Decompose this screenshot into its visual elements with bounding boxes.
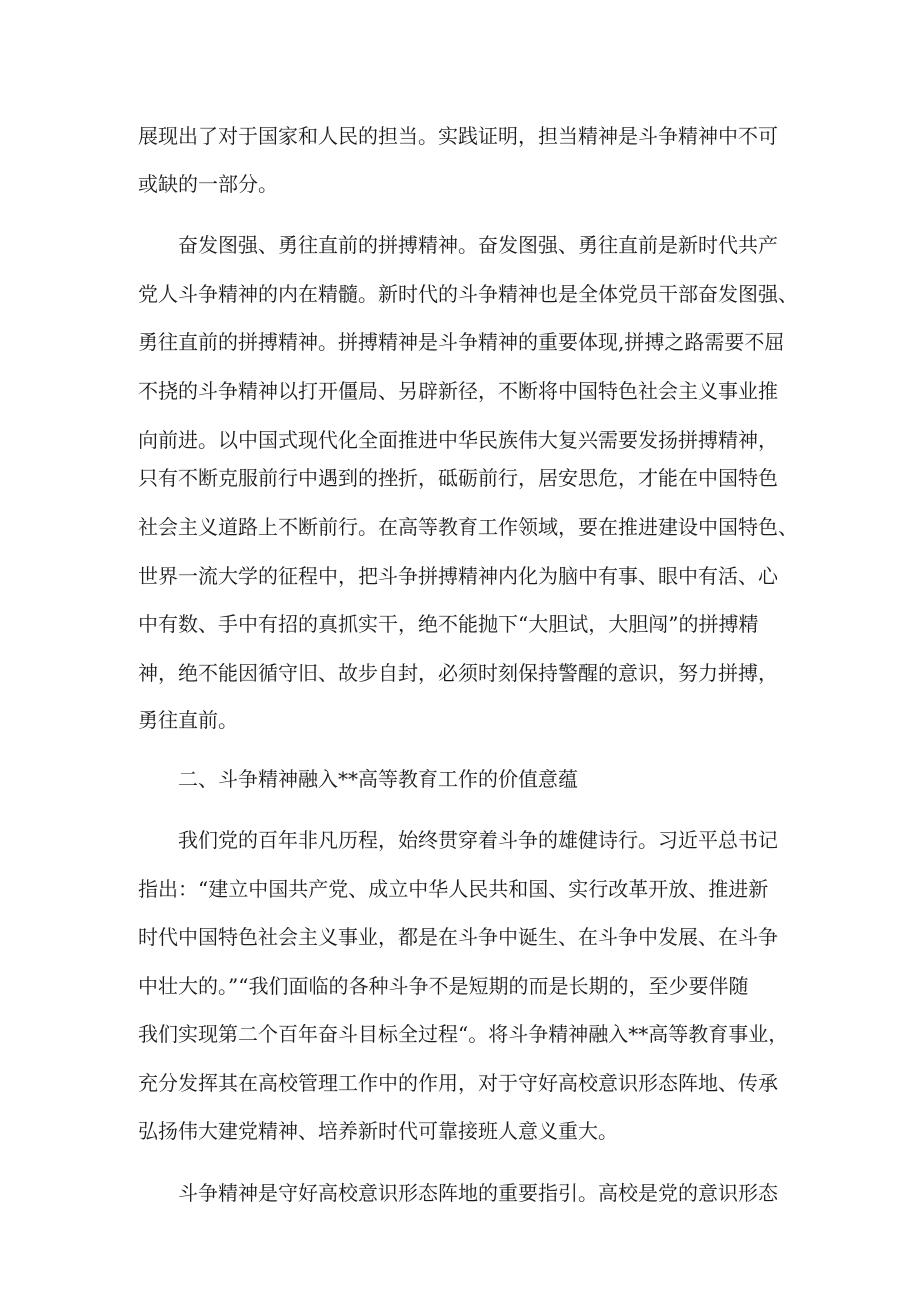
text-line: 弘扬伟大建党精神、培养新时代可靠接班人意义重大。 <box>138 1119 618 1143</box>
text-line: 时代中国特色社会主义事业，都是在斗争中诞生、在斗争中发展、在斗争 <box>138 925 778 949</box>
text-line: 充分发挥其在高校管理工作中的作用，对于守好高校意识形态阵地、传承 <box>138 1071 778 1095</box>
text-line: 党人斗争精神的内在精髓。新时代的斗争精神也是全体党员干部奋发图强、 <box>138 282 798 306</box>
text-line: 世界一流大学的征程中，把斗争拼搏精神内化为脑中有事、眼中有活、心 <box>138 564 778 588</box>
text-line: 神，绝不能因循守旧、故步自封，必须时刻保持警醒的意识，努力拼搏， <box>138 661 778 685</box>
text-line: 我们实现第二个百年奋斗目标全过程“。将斗争精神融入**高等教育事业， <box>138 1022 789 1046</box>
text-line: 社会主义道路上不断前行。在高等教育工作领域，要在推进建设中国特色、 <box>138 515 798 539</box>
text-line: 向前进。以中国式现代化全面推进中华民族伟大复兴需要发扬拼搏精神， <box>138 428 778 452</box>
text-line: 奋发图强、勇往直前的拼搏精神。奋发图强、勇往直前是新时代共产 <box>178 233 778 257</box>
text-line: 中有数、手中有招的真抓实干，绝不能抛下“大胆试，大胆闯”的拼搏精 <box>138 612 759 636</box>
text-line: 只有不断克服前行中遇到的挫折，砥砺前行，居安思危，才能在中国特色 <box>138 466 778 490</box>
text-line: 斗争精神是守好高校意识形态阵地的重要指引。高校是党的意识形态 <box>178 1181 778 1205</box>
text-line: 我们党的百年非凡历程，始终贯穿着斗争的雄健诗行。习近平总书记 <box>178 828 778 852</box>
text-line: 中壮大的。”“我们面临的各种斗争不是短期的而是长期的，至少要伴随 <box>138 974 749 998</box>
text-line: 勇往直前。 <box>138 708 238 732</box>
text-line: 勇往直前的拼搏精神。拼搏精神是斗争精神的重要体现,拼搏之路需要不屈 <box>138 330 785 354</box>
text-line: 不挠的斗争精神以打开僵局、另辟新径，不断将中国特色社会主义事业推 <box>138 379 778 403</box>
text-line: 展现出了对于国家和人民的担当。实践证明，担当精神是斗争精神中不可 <box>138 124 778 148</box>
text-line: 指出：“建立中国共产党、成立中华人民共和国、实行改革开放、推进新 <box>138 877 769 901</box>
section-heading: 二、斗争精神融入**高等教育工作的价值意蕴 <box>178 767 578 791</box>
text-line: 或缺的一部分。 <box>138 172 278 196</box>
